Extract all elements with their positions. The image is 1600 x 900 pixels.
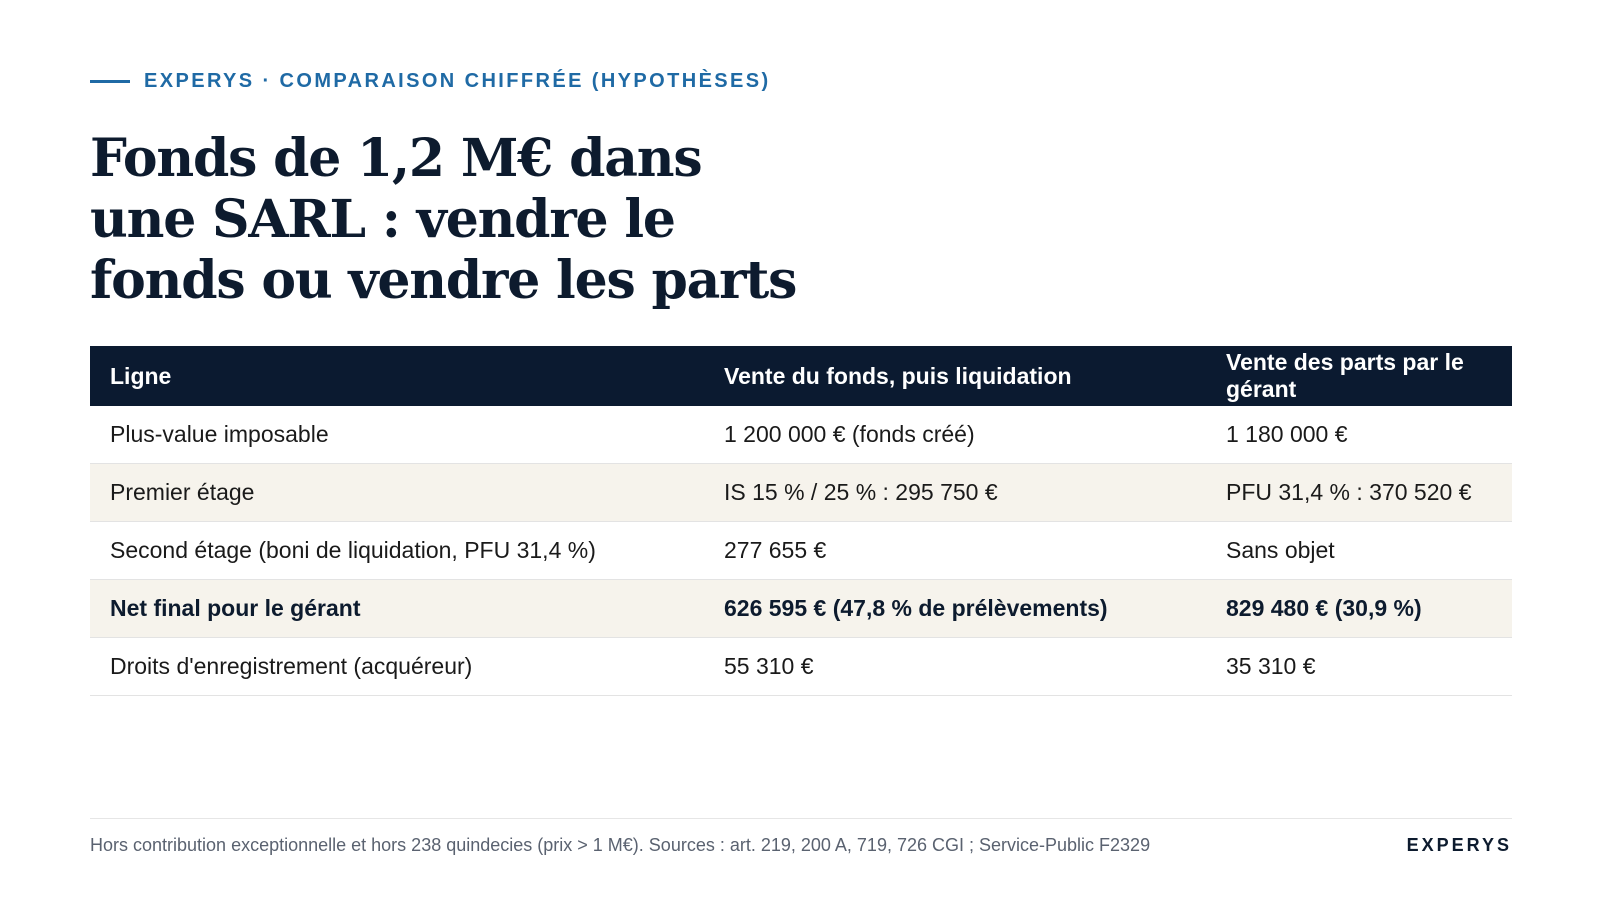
brand-wordmark: EXPERYS: [1406, 835, 1512, 855]
row-label: Plus-value imposable: [90, 406, 704, 464]
table-header: [90, 346, 1512, 406]
footer: [90, 818, 1512, 856]
table-row-net-final: [90, 580, 1512, 638]
page-title: Fonds de 1,2 M€ dans une SARL : vendre le fonds ou vendre les parts: [90, 128, 797, 311]
cell-vente-fonds: 277 655 €: [704, 522, 1206, 580]
cell-vente-parts: 35 310 €: [1206, 638, 1512, 696]
table-row: [90, 522, 1512, 580]
column-header-ligne: Ligne: [110, 362, 172, 389]
row-label: Net final pour le gérant: [90, 580, 704, 638]
column-header-vente-parts: Vente des parts par le gérant: [1226, 349, 1464, 402]
row-label: Droits d'enregistrement (acquéreur): [90, 638, 704, 696]
table-row: [90, 406, 1512, 464]
table-row: [90, 638, 1512, 696]
cell-vente-fonds: 55 310 €: [704, 638, 1206, 696]
cell-vente-parts: Sans objet: [1206, 522, 1512, 580]
row-label: Premier étage: [90, 464, 704, 522]
column-header-vente-fonds: Vente du fonds, puis liquidation: [724, 362, 1072, 389]
row-label: Second étage (boni de liquidation, PFU 31,4 %): [90, 522, 704, 580]
cell-vente-fonds: 1 200 000 € (fonds créé): [704, 406, 1206, 464]
cell-vente-parts: PFU 31,4 % : 370 520 €: [1206, 464, 1512, 522]
footnote-sources: Hors contribution exceptionnelle et hors 238 quindecies (prix > 1 M€). Sources : art. 219, 200 A, 719, 726 CGI ; Service-Public F2329: [90, 835, 1151, 855]
eyebrow-text: EXPERYS · COMPARAISON CHIFFRÉE (HYPOTHÈSES): [144, 70, 771, 92]
eyebrow: [90, 70, 771, 93]
cell-vente-parts: 1 180 000 €: [1206, 406, 1512, 464]
header-row: [90, 346, 1512, 406]
cell-vente-parts: 829 480 € (30,9 %): [1206, 580, 1512, 638]
table-row: [90, 464, 1512, 522]
cell-vente-fonds: IS 15 % / 25 % : 295 750 €: [704, 464, 1206, 522]
comparison-table: [90, 346, 1512, 696]
comparison-table-container: [90, 346, 1512, 696]
eyebrow-rule: [90, 80, 130, 83]
table-body: [90, 406, 1512, 696]
cell-vente-fonds: 626 595 € (47,8 % de prélèvements): [704, 580, 1206, 638]
